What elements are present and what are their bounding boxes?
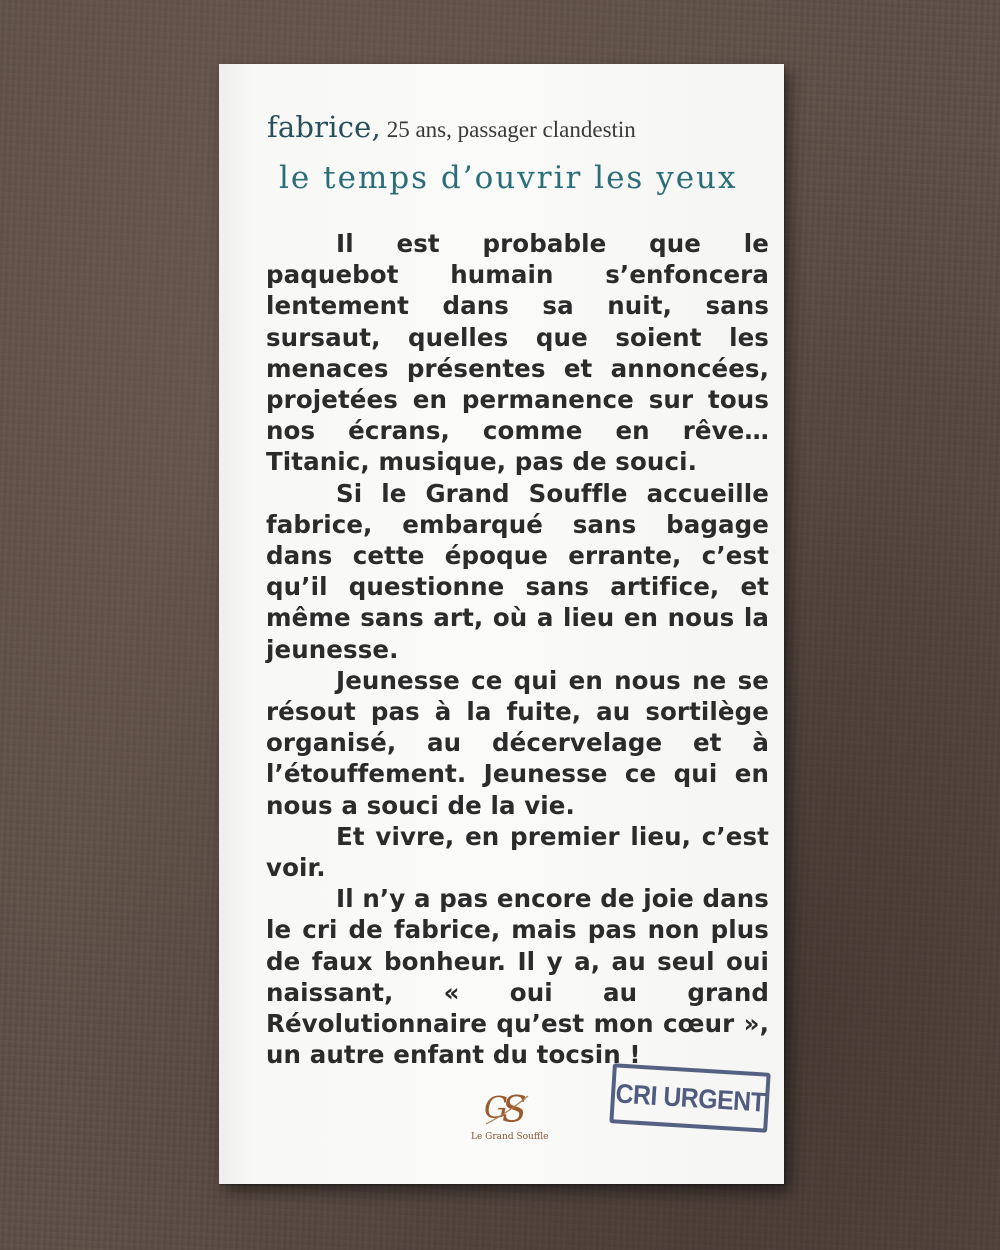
paragraph: Si le Grand Souffle accueille fabrice, embarqué sans bagage dans cette époque errante, c’est qu’il questionne sans artifice, et même sans art, où a lieu en nous la jeunesse. xyxy=(266,478,769,664)
author-line xyxy=(267,110,636,144)
blurb-text xyxy=(266,228,769,1070)
svg-text:S: S xyxy=(502,1090,527,1130)
gs-logo-icon xyxy=(478,1084,534,1130)
paragraph: Il n’y a pas encore de joie dans le cri de fabrice, mais pas non plus de faux bonheur. Il y a, au seul oui naissant, « oui au grand Révolutionnaire qu’est mon cœur », un autre enfant du tocsin ! xyxy=(266,884,769,1070)
book-back-cover xyxy=(219,64,784,1184)
paragraph: Et vivre, en premier lieu, c’est voir. xyxy=(266,821,769,883)
publisher-logo xyxy=(471,1084,549,1150)
paragraph: Jeunesse ce qui en nous ne se résout pas à la fuite, au sortilège organisé, au décervelage et à l’étouffement. Jeunesse ce qui en nous a souci de la vie. xyxy=(266,665,769,820)
svg-text:G: G xyxy=(484,1091,508,1126)
cri-urgent-stamp xyxy=(609,1063,770,1133)
paragraph: Il est probable que le paquebot humain s’enfoncera lentement dans sa nuit, sans sursaut, quelles que soient les menaces présentes et annoncées, projetées en permanence sur tous nos écrans, comme en rêve… Titanic, musique, pas de souci. xyxy=(266,229,769,477)
book-title: le temps d’ouvrir les yeux xyxy=(279,160,738,196)
stamp-text: CRI URGENT xyxy=(614,1077,766,1118)
author-name: fabrice, xyxy=(267,110,381,144)
publisher-name: Le Grand Souffle xyxy=(471,1132,549,1142)
author-details: 25 ans, passager clandestin xyxy=(380,117,636,142)
